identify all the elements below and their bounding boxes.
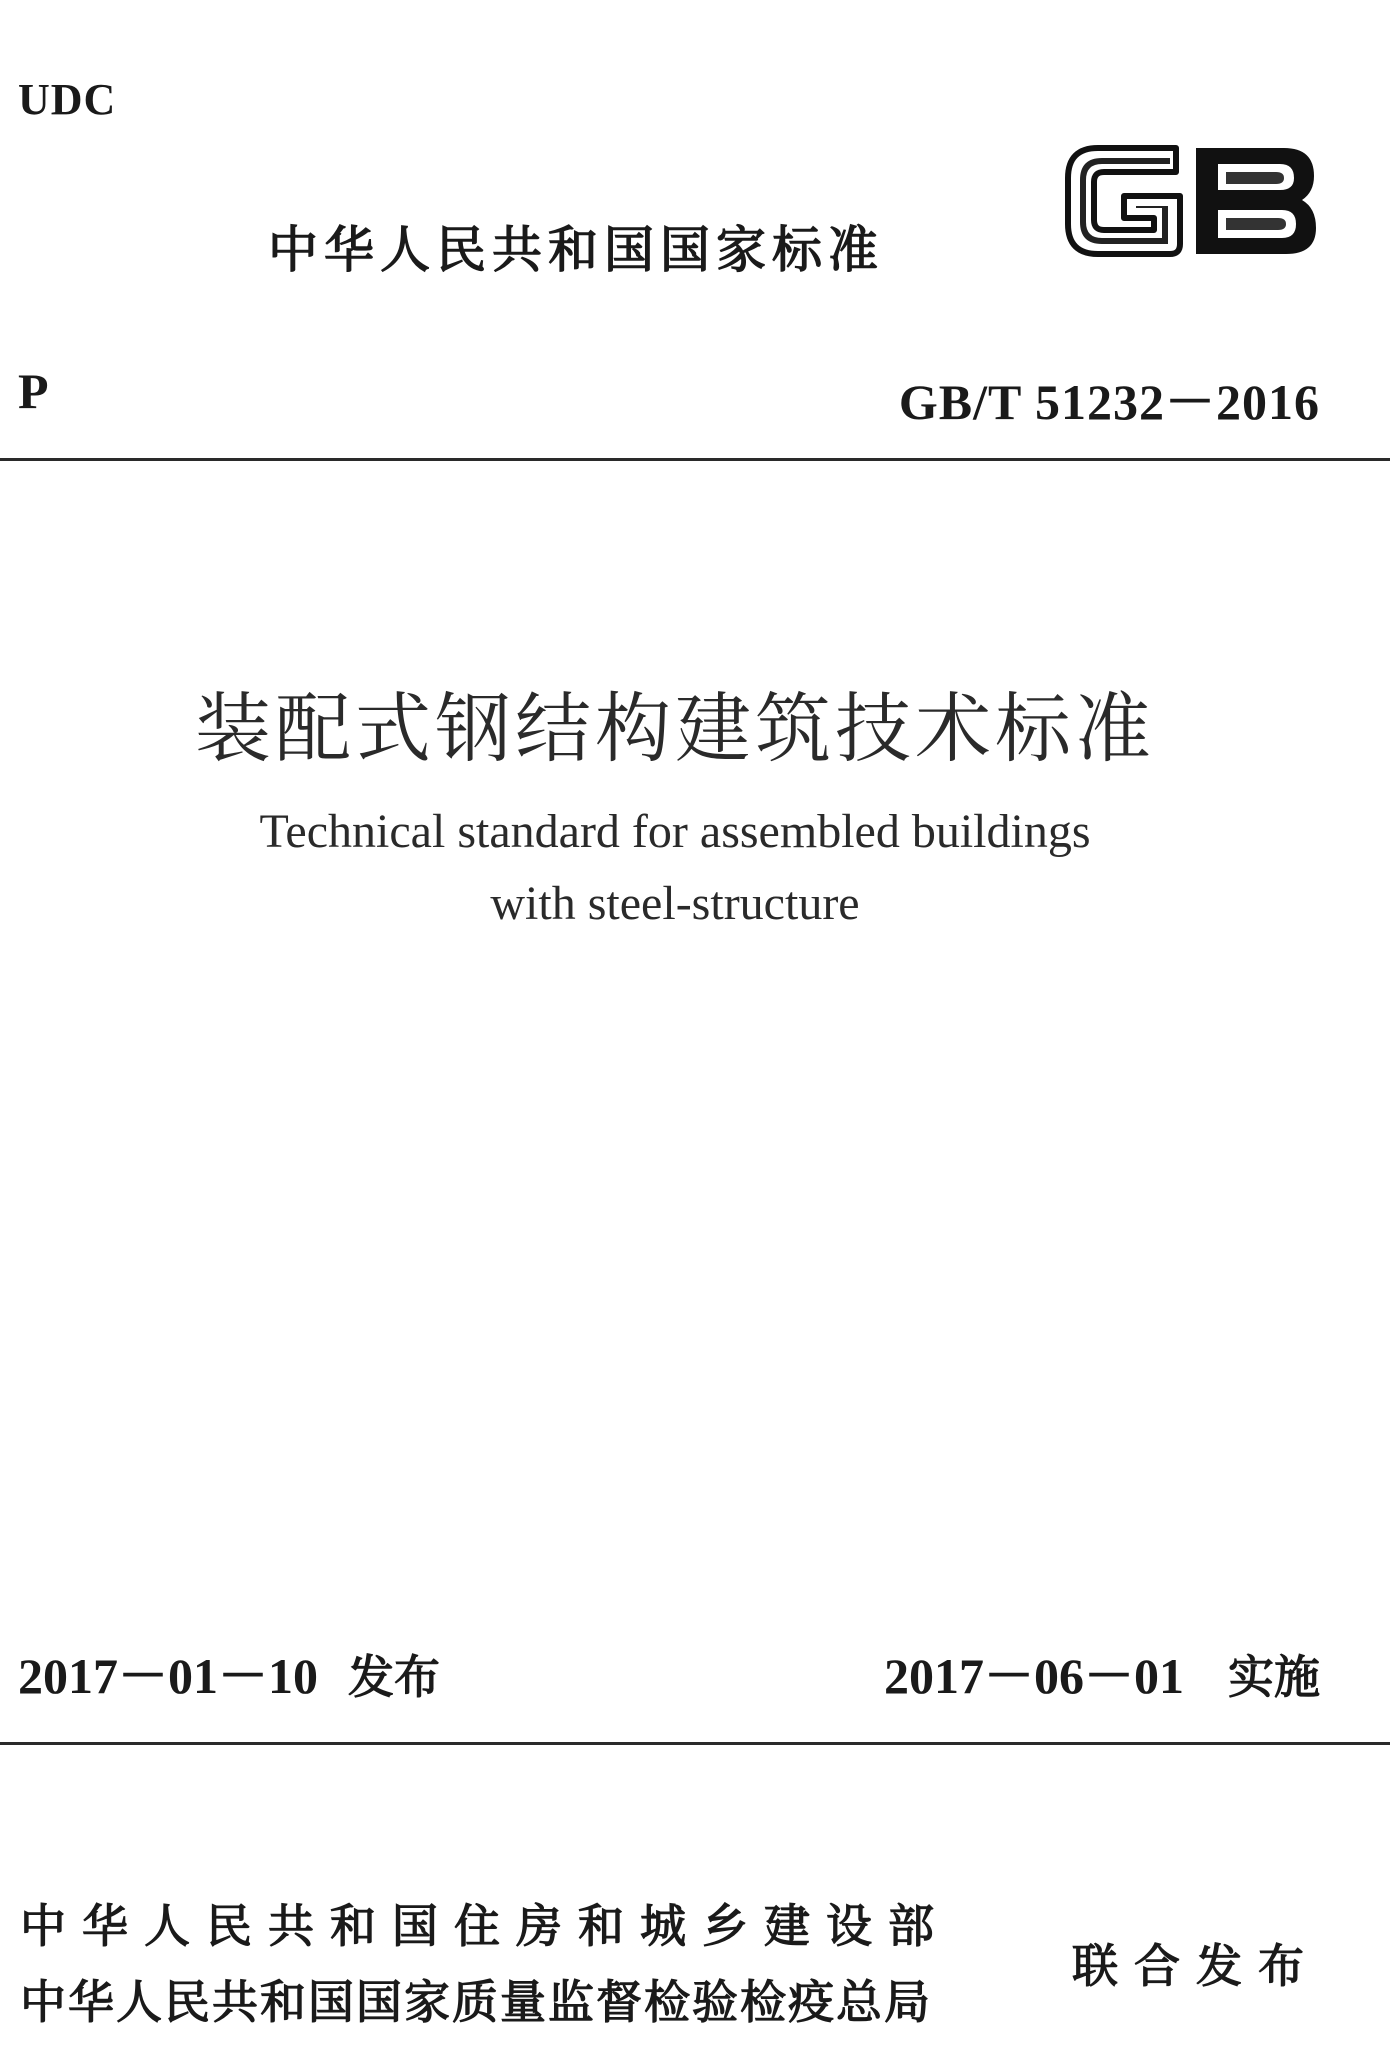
implementation-label: 实施	[1228, 1650, 1320, 1704]
issuer-aqsiq: 中华人民共和国国家质量监督检验检疫总局	[20, 1975, 932, 2029]
classification-code: P	[18, 363, 49, 419]
document-title-chinese: 装配式钢结构建筑技术标准	[195, 684, 1155, 773]
national-standard-title: 中华人民共和国国家标准	[268, 221, 884, 279]
standard-number: GB/T 51232－2016	[898, 374, 1320, 430]
document-title-english	[0, 796, 1350, 940]
bottom-divider	[0, 1742, 1390, 1745]
issuer-ministry-housing: 中华人民共和国住房和城乡建设部	[20, 1899, 950, 1953]
issue-label: 发布	[348, 1650, 440, 1704]
implementation-date-block	[884, 1636, 1320, 1708]
gb-logo	[1058, 130, 1326, 272]
issue-date-block	[18, 1636, 440, 1708]
joint-publish-label: 联合发布	[1072, 1939, 1320, 1993]
english-title-line-2: with steel-structure	[490, 877, 860, 930]
udc-label: UDC	[18, 75, 117, 124]
english-title-line-1: Technical standard for assembled buildings	[259, 805, 1091, 858]
implementation-date: 2017－06－01	[884, 1648, 1184, 1704]
issue-date: 2017－01－10	[18, 1648, 318, 1704]
top-divider	[0, 458, 1390, 461]
